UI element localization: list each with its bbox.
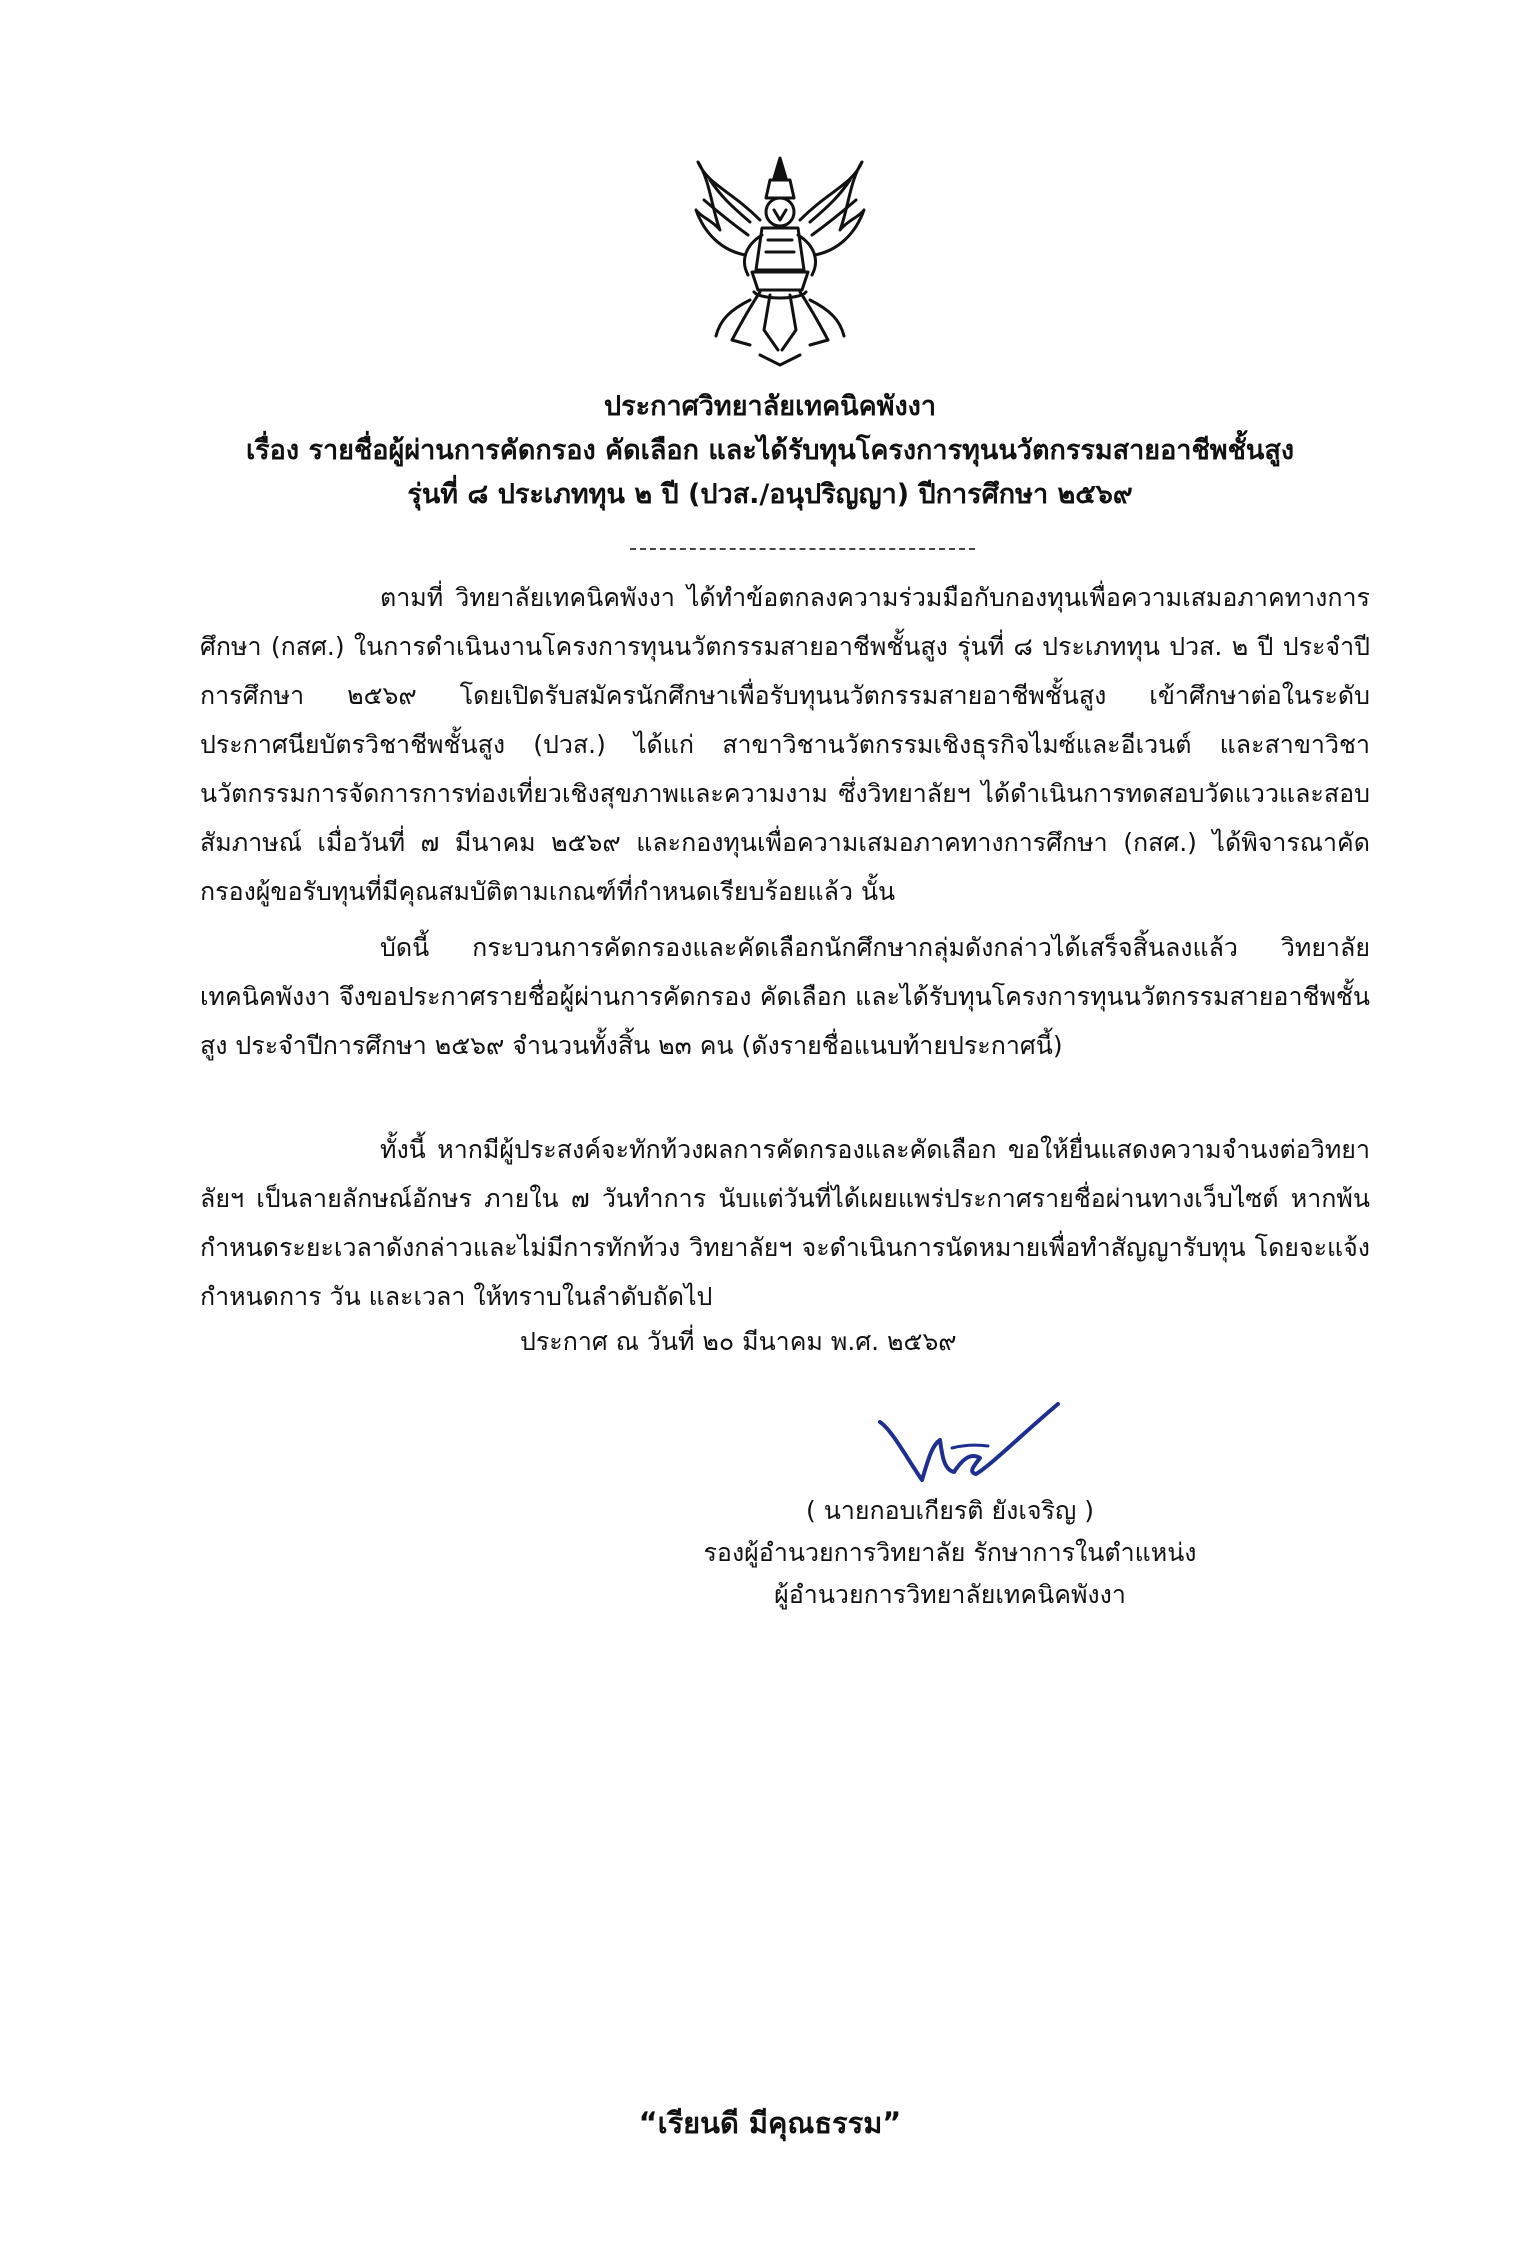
paragraph-background: ตามที่ วิทยาลัยเทคนิคพังงา ได้ทำข้อตกลงความร่วมมือกับกองทุนเพื่อความเสมอภาคทางการศึกษา (กสศ.) ในการดำเนินงานโครงการทุนนวัตกรรมสายอาชีพชั้นสูง รุ่นที่ ๘ ประเภททุน ปวส. ๒ ปี ประจำปีการศึกษา ๒๕๖๙ โดยเปิดรับสมัครนักศึกษาเพื่อรับทุนนวัตกรรมสายอาชีพชั้นสูง เข้าศึกษาต่อในระดับประกาศนียบัตรวิชาชีพชั้นสูง (ปวส.) ได้แก่ สาขาวิชานวัตกรรมเชิงธุรกิจไมซ์และอีเวนต์ และสาขาวิชานวัตกรรมการจัดการการท่องเที่ยวเชิงสุขภาพและความงาม ซึ่งวิทยาลัยฯ ได้ดำเนินการทดสอบวัดแววและสอบสัมภาษณ์ เมื่อวันที่ ๗ มีนาคม ๒๕๖๙ และกองทุนเพื่อความเสมอภาคทางการศึกษา (กสศ.) ได้พิจารณาคัดกรองผู้ขอรับทุนที่มีคุณสมบัติตามเกณฑ์ที่กำหนดเรียบร้อยแล้ว นั้น — [200, 583, 1370, 906]
signature-mark — [870, 1400, 1070, 1500]
college-motto: “เรียนดี มีคุณธรรม” — [638, 2106, 902, 2140]
signer-position-continued: ผู้อำนวยการวิทยาลัยเทคนิคพังงา — [774, 1580, 1126, 1609]
announcement-subject-continued: รุ่นที่ ๘ ประเภททุน ๒ ปี (ปวส./อนุปริญญา) ปีการศึกษา ๒๕๖๙ — [407, 479, 1133, 510]
paragraph-objection: ทั้งนี้ หากมีผู้ประสงค์จะทักท้วงผลการคัดกรองและคัดเลือก ขอให้ยื่นแสดงความจำนงต่อวิทยาลัยฯ เป็นลายลักษณ์อักษร ภายใน ๗ วันทำการ นับแต่วันที่ได้เผยแพร่ประกาศรายชื่อผ่านทางเว็บไซต์ หากพ้นกำหนดระยะเวลาดังกล่าวและไม่มีการทักท้วง วิทยาลัยฯ จะดำเนินการนัดหมายเพื่อทำสัญญารับทุน โดยจะแจ้งกำหนดการ วัน และเวลา ให้ทราบในลำดับถัดไป — [200, 1135, 1370, 1311]
announcement-title: ประกาศวิทยาลัยเทคนิคพังงา — [603, 391, 937, 422]
announcement-subject: เรื่อง รายชื่อผู้ผ่านการคัดกรอง คัดเลือก และได้รับทุนโครงการทุนนวัตกรรมสายอาชีพชั้นสูง — [245, 435, 1295, 466]
announcement-date: ประกาศ ณ วันที่ ๒๐ มีนาคม พ.ศ. ๒๕๖๙ — [520, 1327, 957, 1356]
signer-position: รองผู้อำนวยการวิทยาลัย รักษาการในตำแหน่ง — [703, 1538, 1197, 1567]
signer-name: ( นายกอบเกียรติ ยังเจริญ ) — [806, 1496, 1094, 1525]
header-divider — [630, 548, 975, 550]
paragraph-announcement: บัดนี้ กระบวนการคัดกรองและคัดเลือกนักศึกษากลุ่มดังกล่าวได้เสร็จสิ้นลงแล้ว วิทยาลัยเทคนิคพังงา จึงขอประกาศรายชื่อผู้ผ่านการคัดกรอง คัดเลือก และได้รับทุนโครงการทุนนวัตกรรมสายอาชีพชั้นสูง ประจำปีการศึกษา ๒๕๖๙ จำนวนทั้งสิ้น ๒๓ คน (ดังรายชื่อแนบท้ายประกาศนี้) — [200, 933, 1370, 1060]
garuda-emblem-icon — [690, 150, 870, 370]
